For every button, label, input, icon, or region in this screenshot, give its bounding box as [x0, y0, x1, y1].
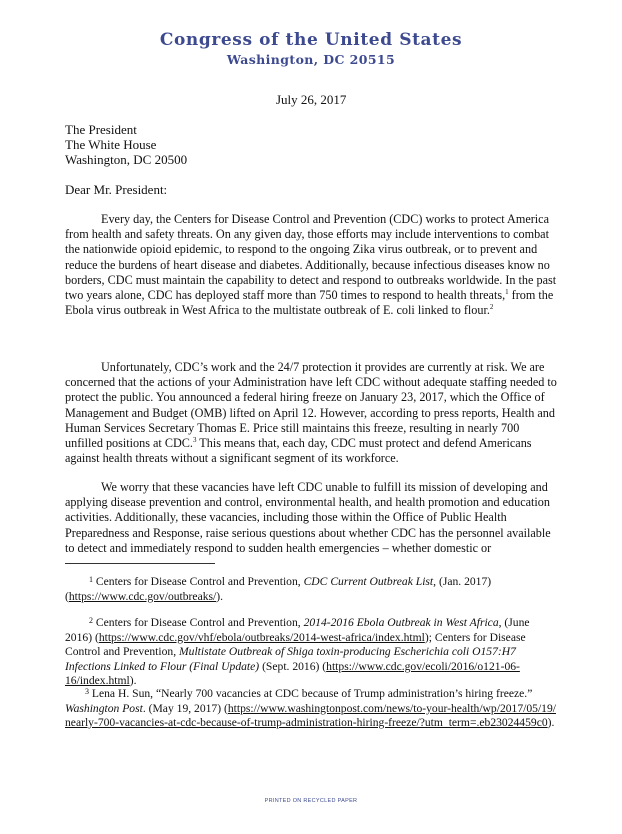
recipient-line: Washington, DC 20500 — [65, 152, 188, 167]
letterhead-title: Congress of the United States — [159, 30, 463, 50]
footnote-text: ). — [216, 589, 224, 603]
paragraph-text: This means that, each day, CDC must protect and defend Americans against health threats without a significant segment of its workforce. — [65, 436, 532, 466]
footnote-ref[interactable]: 1 — [505, 287, 509, 296]
footnote-title: 2014-2016 Ebola Outbreak in West Africa — [303, 616, 499, 629]
body-paragraph-1 — [65, 212, 557, 318]
footnote-text: ); Centers for Disease Control and Prevention, — [65, 630, 526, 659]
footnote-mark: 1 — [89, 575, 93, 584]
footnote-title: CDC Current Outbreak List — [303, 575, 434, 588]
footnote-text: Lena H. Sun, “Nearly 700 vacancies at CDC because of Trump administration’s hiring freeze.” — [89, 687, 533, 700]
footnote-link[interactable]: https://www.washingtonpost.com/news/to-your-health/wp/2017/05/19/nearly-700-vacancies-at-cdc-because-of-trump-administration-hiring-freeze/?utm_term=.eb23024459c0 — [65, 701, 556, 730]
body-paragraph-2 — [65, 360, 557, 466]
footnote-text: ). — [547, 716, 555, 730]
footnote-text: ). — [129, 674, 137, 688]
recipient-line: The President — [65, 122, 137, 137]
footnote-ref[interactable]: 2 — [489, 303, 494, 312]
footnote-link[interactable]: https://www.cdc.gov/outbreaks/ — [68, 589, 217, 603]
paragraph-text: from the Ebola virus outbreak in West Africa to the multistate outbreak of E. coli linked to flour. — [65, 288, 554, 318]
footnote-divider — [65, 563, 215, 564]
footnote-ref[interactable]: 3 — [192, 435, 197, 444]
footnote-1 — [65, 573, 557, 604]
footnote-text: (Sept. 2016) ( — [259, 659, 327, 673]
footnote-text: Centers for Disease Control and Prevention, — [93, 575, 304, 588]
recycled-paper-footer: PRINTED ON RECYCLED PAPER — [264, 798, 358, 804]
salutation: Dear Mr. President: — [65, 182, 168, 197]
letter-date: July 26, 2017 — [276, 92, 347, 107]
footnote-3 — [65, 685, 557, 731]
footnote-text: . (May 19, 2017) ( — [142, 701, 228, 715]
footnote-link[interactable]: https://www.cdc.gov/ecoli/2016/o121-06-16/index.html — [65, 659, 520, 688]
footnote-mark: 3 — [85, 687, 89, 696]
body-paragraph-3: We worry that these vacancies have left CDC unable to fulfill its mission of developing and applying disease prevention and control, environmental health, and health promotion and education activities. Additionally, these vacancies, including those within the Office of Public Health Preparedness and Response, raise serious questions about whether CDC has the personnel available to detect and immediately respond to sudden health emergencies – whether domestic or — [65, 480, 551, 555]
footnote-text: , (June 2016) ( — [65, 616, 530, 644]
paragraph-text: Unfortunately, CDC’s work and the 24/7 protection it provides are currently at risk. We are concerned that the actions of your Administration have left CDC without adequate staffing needed to protect the public. You announced a federal hiring freeze on January 23, 2017, which the Office of Management and Budget (OMB) lifted on April 12. However, according to press reports, Health and Human Services Secretary Thomas E. Price still maintains this freeze, resulting in nearly 700 unfilled positions at CDC. — [65, 360, 557, 451]
footnote-mark: 2 — [89, 616, 93, 625]
footnote-link[interactable]: https://www.cdc.gov/vhf/ebola/outbreaks/2014-west-africa/index.html — [98, 630, 425, 644]
footnote-text: , (Jan. 2017) ( — [65, 575, 492, 603]
letterhead-address: Washington, DC 20515 — [226, 52, 396, 67]
recipient-line: The White House — [65, 137, 157, 152]
footnote-text: Centers for Disease Control and Prevention, — [93, 616, 304, 629]
recipient-address — [65, 122, 187, 167]
footnote-2 — [65, 614, 557, 689]
footnote-title: Multistate Outbreak of Shiga toxin-producing Escherichia coli O157:H7 Infections Linked to Flour (Final Update) — [65, 645, 516, 673]
footnote-title: Washington Post — [65, 701, 143, 715]
paragraph-text: Every day, the Centers for Disease Control and Prevention (CDC) works to protect America from health and safety threats. On any given day, those efforts may include interventions to combat the nationwide opioid epidemic, to respond to the ongoing Zika virus outbreak, or to prevent and reduce the burdens of heart disease and diabetes. Additionally, because infectious diseases know no borders, CDC must maintain the capability to detect and respond to outbreaks worldwide. In the past two years alone, CDC has deployed staff more than 750 times to respond to health threats, — [65, 212, 557, 303]
